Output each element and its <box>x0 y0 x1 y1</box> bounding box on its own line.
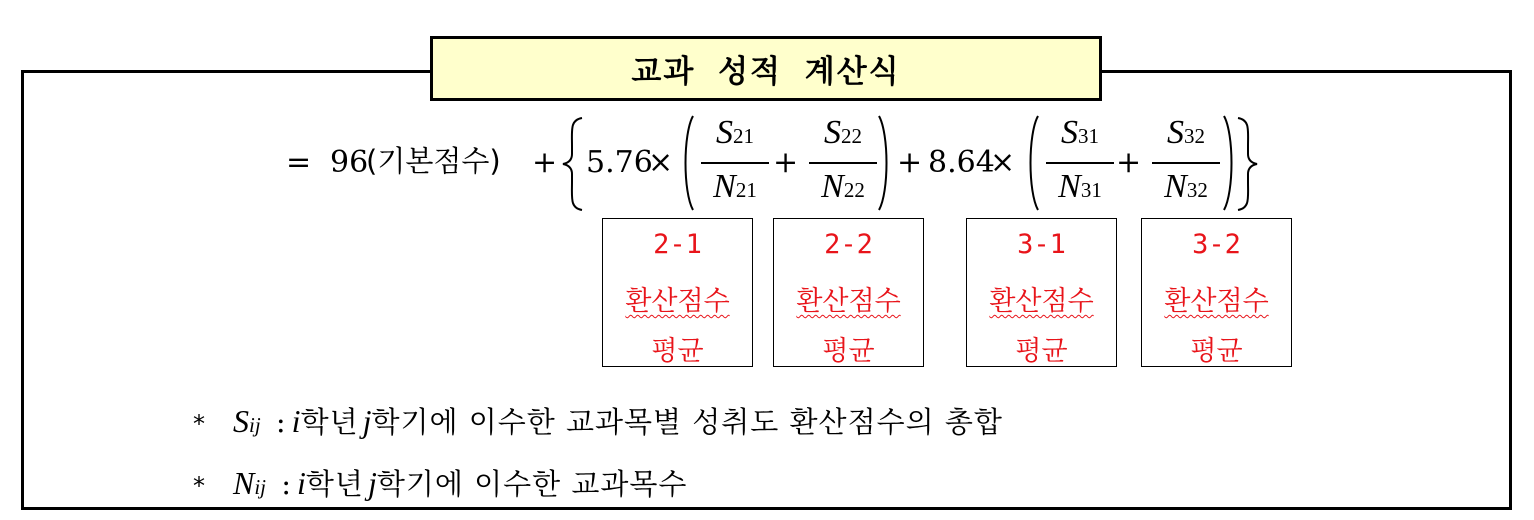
coefficient-2: 8.64 <box>928 145 995 180</box>
title-banner <box>430 36 1102 101</box>
conversion-box-2-1 <box>602 218 753 367</box>
note-variable: S <box>233 403 249 439</box>
conversion-label: 환산점수 <box>1164 286 1269 317</box>
left-paren-2 <box>1025 114 1041 212</box>
conversion-label: 환산점수 <box>989 286 1094 317</box>
average-label: 평균 <box>1015 336 1068 367</box>
note-description: 학기에 이수한 교과목수 <box>376 467 688 501</box>
note-subscript: ij <box>249 413 261 437</box>
equals-sign: = <box>286 145 312 180</box>
plus-sign-3: + <box>897 145 923 180</box>
plus-sign-4: + <box>1116 145 1142 180</box>
note-sij <box>193 400 1003 441</box>
average-label: 평균 <box>651 336 704 367</box>
times-sign-2: × <box>990 145 1016 180</box>
note-text-grade: 학년 <box>305 467 364 501</box>
term-label: 2-2 <box>824 229 873 260</box>
note-colon: : <box>281 467 292 501</box>
note-variable: N <box>233 465 255 501</box>
note-subscript: ij <box>254 475 267 499</box>
plus-sign: + <box>532 145 558 180</box>
note-bullet: * <box>193 410 205 438</box>
note-i: i <box>297 465 306 501</box>
note-text-grade: 학년 <box>300 405 359 439</box>
term-label: 2-1 <box>653 229 702 260</box>
conversion-box-3-2 <box>1141 218 1292 367</box>
fraction-s32-n32: S32 N32 <box>1148 112 1224 212</box>
right-paren-1 <box>876 114 892 212</box>
fraction-s31-n31: S31 N31 <box>1042 112 1118 212</box>
conversion-label: 환산점수 <box>796 286 901 317</box>
note-nij <box>193 462 687 503</box>
note-bullet: * <box>193 472 205 500</box>
left-paren-1 <box>680 114 696 212</box>
base-number: 96 <box>330 145 369 180</box>
term-label: 3-1 <box>1017 229 1066 260</box>
coefficient-1: 5.76 <box>586 145 653 180</box>
fraction-s22-n22: S22 N22 <box>805 112 881 212</box>
note-description: 학기에 이수한 교과목별 성취도 환산점수의 총합 <box>371 405 1003 439</box>
conversion-label: 환산점수 <box>625 286 730 317</box>
note-i: i <box>291 403 301 439</box>
left-brace <box>560 116 586 212</box>
note-j: j <box>362 403 372 439</box>
average-label: 평균 <box>1190 336 1243 367</box>
page-title: 교과 성적 계산식 <box>631 54 901 90</box>
fraction-s21-n21: S21 N21 <box>697 112 773 212</box>
term-label: 3-2 <box>1192 229 1241 260</box>
base-label: (기본점수) <box>366 144 501 178</box>
right-brace <box>1234 116 1260 212</box>
conversion-box-2-2 <box>773 218 924 367</box>
times-sign-1: × <box>648 145 674 180</box>
plus-sign-2: + <box>773 145 799 180</box>
note-colon: : <box>275 405 286 439</box>
conversion-box-3-1 <box>966 218 1117 367</box>
average-label: 평균 <box>822 336 875 367</box>
note-j: j <box>367 465 377 501</box>
